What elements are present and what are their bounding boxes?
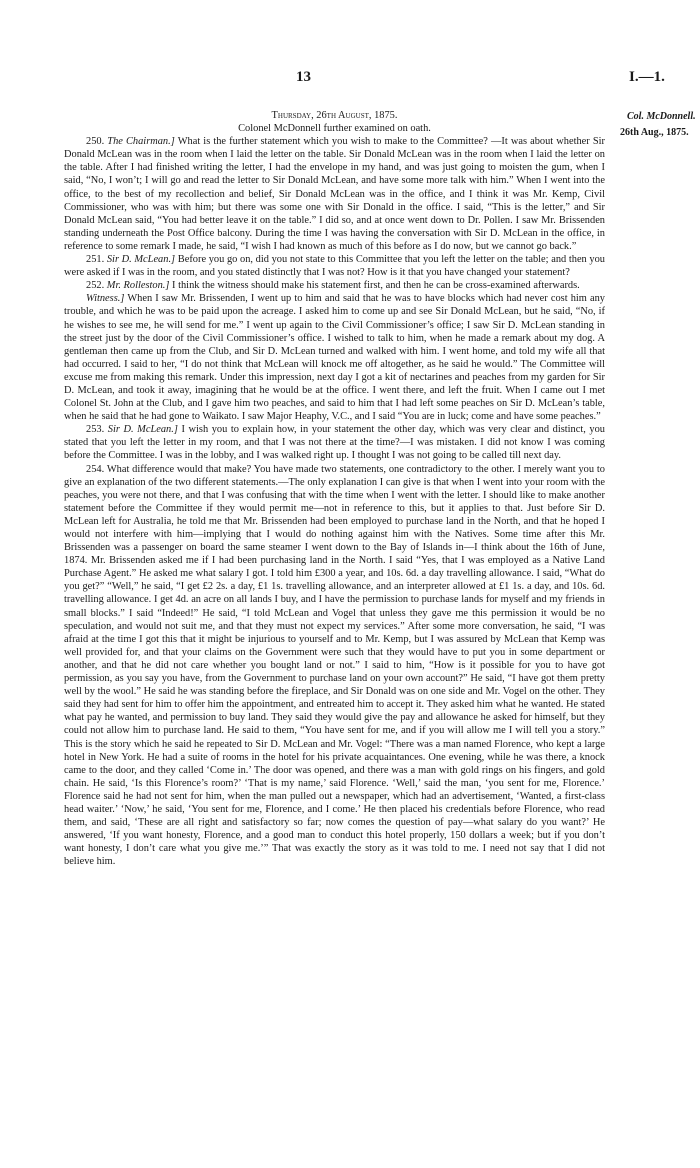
paragraph-text: I wish you to explain how, in your statement the other day, which was very clear and distinct, you stated that you left the letter in my room, and that I was not there at the time?—I was mistaken. I did not know I was coming before the Committee. I was in the lobby, and I was walked right up. I thought I was not going to be called till next day.	[64, 424, 605, 462]
document-body	[64, 109, 605, 868]
question-number: 254.	[86, 463, 105, 475]
speaker-label: Sir D. McLean.]	[107, 424, 178, 436]
speaker-label: Mr. Rolleston.]	[106, 280, 170, 292]
speaker-label: The Chairman.]	[107, 136, 175, 148]
paragraph-text: I think the witness should make his statement first, and then he can be cross-examined afterwards.	[172, 280, 580, 292]
testimony-paragraph	[64, 279, 605, 292]
speaker-label: Witness.]	[86, 293, 125, 305]
paragraph-text: When I saw Mr. Brissenden, I went up to him and said that he was to have blocks which had never cost him any trouble, and which he was to be paid upon the acreage. I asked him to come up and see Sir Donald McLean, but he said, “No, if he wishes to see me, he will send for me.” I went up again to the Civil Commissioner’s office; I saw Sir D. McLean standing in the street just by the door of the Civil Commissioner’s office. I wished to talk to him, when he made a remark about my dog. A gentleman then came up from the Club, and Sir D. McLean turned and walked with him. I went home, and told my wife all that had occurred. I said to her, “I do not think that McLean will knock me off altogether, as he said he would.” The Committee will excuse me from making this remark. Under this impression, next day I got a kit of nectarines and peaches from my garden for Sir D. McLean, and took it away, imagining that he would be at the office. I went there, and left the fruit. When I came out I met Colonel St. John at the Club, and I gave him two peaches, and said to him that I had left some peaches on Sir D. McLean’s table, when he said that he had gone to Waikato. I saw Major Heaphy, V.C., and I said “You are in luck; come and have some peaches.”	[64, 293, 606, 423]
session-subheading: Colonel McDonnell further examined on oath.	[238, 123, 431, 135]
paragraph-text: Before you go on, did you not state to this Committee that you left the letter on the table; and then you were asked if I was in the room, and you stated distinctly that I was not? How is it that you have changed your statement?	[64, 254, 605, 279]
page-number: 13	[296, 69, 311, 85]
question-number: 253.	[86, 424, 105, 436]
paragraph-text: What difference would that make? You have made two statements, one contradictory to the other. I merely want you to give an explanation of the two different statements.—The only explanation I can give is that when I went into your room with the peaches, you were not there, and that I was confusing that with the time when I went with the letter. I should like to make another statement before the Committee if they would permit me—not in reference to this, but it applies to that. Just before Sir D. McLean left for Australia, he told me that Mr. Brissenden had been employed to purchase land in the North, and that he hoped I would not interfere with him—implying that I would do nothing against him with the Natives. Some time after this Mr. Brissenden was a passenger on board the same steamer I went down to the Bay of Islands in—I think about the 16th of June, 1874. Mr. Brissenden asked me if I had been purchasing land in the North. I said “Yes, that I was employed as a Native Land Purchase Agent.” He asked me what salary I got. I told him £300 a year, and 10s. 6d. a day travelling allowance. I said, “What do you get?” “Well,” he said, “I get £2 2s. a day, £1 1s. travelling allowance, and an interpreter allowed at £1 1s. a day, and 10s. 6d. travelling allowance. I get 4d. an acre on all lands I buy, and I have the permission to purchase lands for myself and my friends in small blocks.” I said “Indeed!” He said, “I told McLean and Vogel that unless they gave me this permission it would be no speculation, and would not suit me, and that they must not expect my services.” After some more conversation, he said, “I was afraid at the time I got this that it might be injurious to yourself and to Mr. Kemp, but I was assured by McLean that Kemp was well provided for, and that your claims on the Government were such that they would have to put you in some department or another, and that he did not care whether you bought land or not.” I said to him, “How is it possible for you to have got permission, as you say you have, from the Government to purchase land on your own account?” He said, “I have got them pretty well by the wool.” He said he was standing before the fireplace, and Sir Donald was on one side and Mr. Vogel on the other. They said they had sent for him to offer him the appointment, and entreated him to accept it. They asked him what he wanted. He stated what pay he wanted, and permission to buy land. They said they would give the pay and allowance he asked for himself, but they could not allow him to purchase land. He said to them, “You have sent for me, and if you will allow me I will tell you a story.” This is the story which he said he repeated to Sir D. McLean and Mr. Vogel: “There was a man named Florence, who kept a large hotel in New York. He had a suite of rooms in the hotel for his private acquaintances. One evening, while he was there, a knock came to the door, and they called ‘Come in.’ The door was opened, and there was a man with gold rings on his fingers, and gold chain. He said, ‘Is this Florence’s room?’ ‘That is my name,’ said Florence. ‘Well,’ said the man, ‘you sent for me, Florence.’ Florence said he had not sent for him, when the man pulled out a newspaper, which had an advertisement, ‘Wanted, a first-class head waiter.’ ‘Now,’ he said, ‘You sent for me, Florence, and I come.’ He then placed his credentials before Florence, who read them, and said, ‘These are all right and satisfactory so far; now comes the question of pay—what salary do you want?’ He answered, ‘If you want honesty, Florence, and a good man to conduct this hotel properly, 150 dollars a week; but if you don’t want honesty, I don’t care what you give me.’” That was exactly the story as it was told to me. I need not say that I did not believe him.	[64, 463, 605, 868]
margin-witness-name: Col. McDonnell.	[627, 111, 696, 122]
question-number: 251.	[86, 254, 105, 266]
testimony-paragraph	[64, 292, 605, 423]
testimony-paragraph	[64, 463, 605, 869]
testimony-paragraph	[64, 253, 605, 279]
session-date: Thursday, 26th August, 1875.	[271, 110, 398, 121]
question-number: 252.	[86, 280, 105, 292]
page-reference: I.—1.	[629, 69, 665, 85]
testimony-paragraph	[64, 423, 605, 462]
speaker-label: Sir D. McLean.]	[106, 254, 176, 266]
testimony-paragraph	[64, 135, 605, 253]
question-number: 250.	[86, 136, 105, 148]
margin-date: 26th Aug., 1875.	[620, 127, 689, 138]
paragraph-text: What is the further statement which you wish to make to the Committee? —It was about whether Sir Donald McLean was in the room when I laid the letter on the table. Sir Donald McLean was in the room when I laid the letter on the table. After I had finished writing the letter, I had the envelope in my hand, and was just going to moisten the gum, when I said, “No, I won’t; I will go and read the letter to Sir Donald McLean, and have some more talk with him.” When I went into the office, to the best of my recollection and belief, Sir Donald McLean was in the office, and I think it was Mr. Kemp, Civil Commissioner, who was with him; but there was some one with Sir Donald in the office. I said, “This is the letter,” and Sir Donald McLean said, “You had better leave it on the table.” I did so, and at once went down to Dr. Pollen. I saw Mr. Brissenden standing underneath the Post Office balcony. During the time I was having the conversation with Sir D. McLean in the office, in reference to some remark I made, he said, “I wish I had known as much of this before as I do now, but we cannot go back.”	[64, 136, 605, 252]
